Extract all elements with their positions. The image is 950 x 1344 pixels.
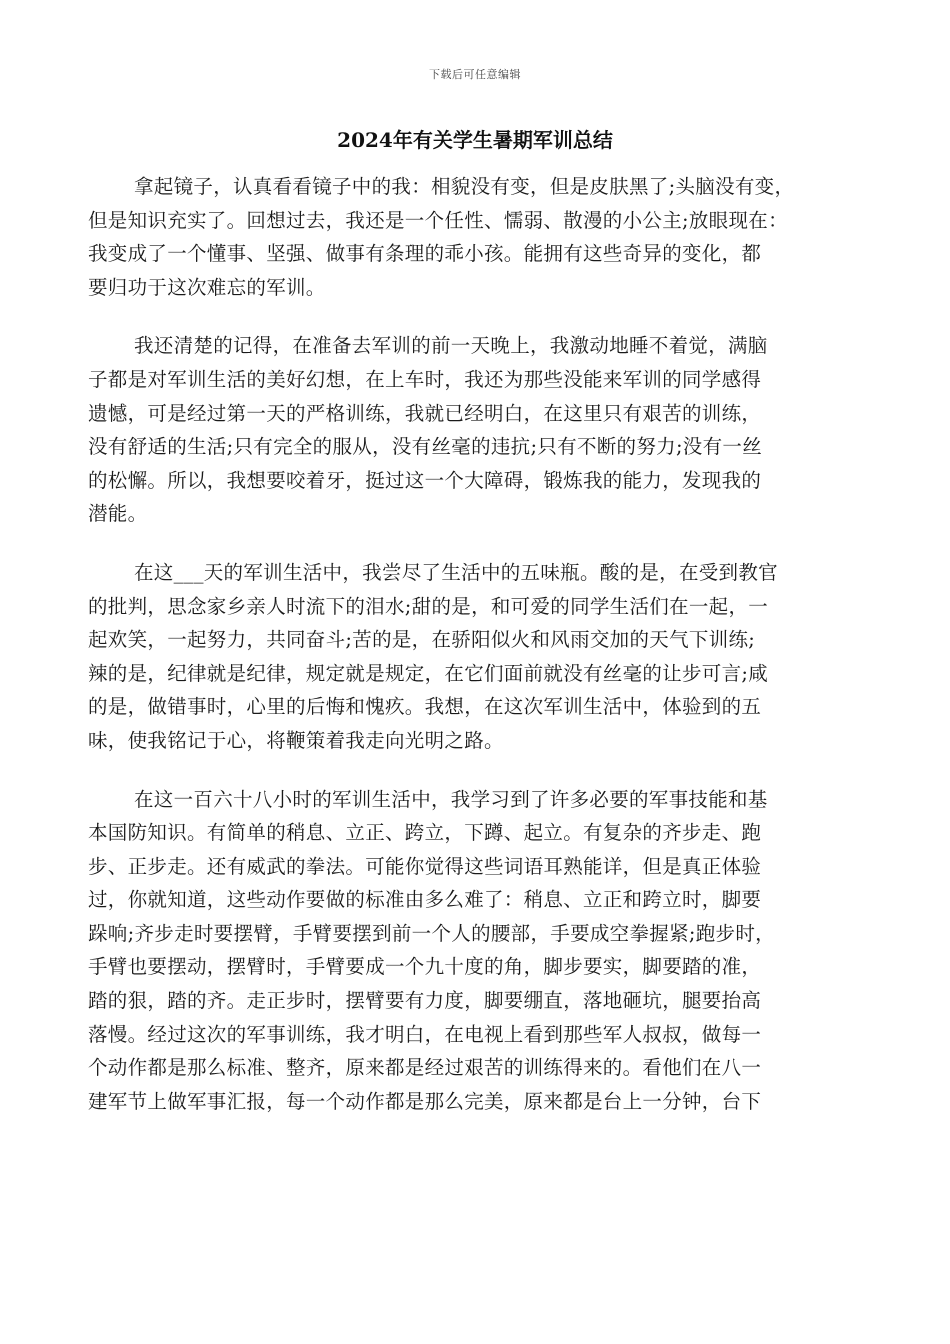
text-line: 个动作都是那么标准、整齐，原来都是经过艰苦的训练得来的。看他们在八一 (88, 1056, 762, 1080)
text-line: 要归功于这次难忘的军训。 (88, 275, 326, 299)
text-line: 本国防知识。有简单的稍息、立正、跨立，下蹲、起立。有复杂的齐步走、跑 (88, 821, 762, 845)
text-line: 手臂也要摆动，摆臂时，手臂要成一个九十度的角，脚步要实，脚要踏的准， (88, 955, 762, 979)
text-line: 的批判，思念家乡亲人时流下的泪水;甜的是，和可爱的同学生活们在一起，一 (88, 594, 769, 618)
text-line: 跺响;齐步走时要摆臂，手臂要摆到前一个人的腰部，手要成空拳握紧;跑步时， (88, 921, 775, 945)
text-line: 子都是对军训生活的美好幻想，在上车时，我还为那些没能来军训的同学感得 (88, 367, 762, 391)
text-line: 过，你就知道，这些动作要做的标准由多么难了：稍息、立正和跨立时，脚要 (88, 888, 762, 912)
text-line: 但是知识充实了。回想过去，我还是一个任性、懦弱、散漫的小公主;放眼现在： (88, 208, 788, 232)
text-line: 建军节上做军事汇报，每一个动作都是那么完美，原来都是台上一分钟，台下 (88, 1089, 762, 1113)
text-line: 的松懈。所以，我想要咬着牙，挺过这一个大障碍，锻炼我的能力，发现我的 (88, 468, 762, 492)
header-note: 下载后可任意编辑 (429, 68, 521, 81)
text-line: 步、正步走。还有威武的拳法。可能你觉得这些词语耳熟能详，但是真正体验 (88, 854, 762, 878)
text-line: 潜能。 (88, 502, 148, 526)
text-line: 我变成了一个懂事、坚强、做事有条理的乖小孩。能拥有这些奇异的变化，都 (88, 242, 762, 266)
paragraph (88, 783, 862, 1119)
text-line: 的是，做错事时，心里的后悔和愧疚。我想，在这次军训生活中，体验到的五 (88, 695, 762, 719)
text-line: 在这___天的军训生活中，我尝尽了生活中的五味瓶。酸的是，在受到教官 (134, 560, 778, 584)
paragraph (88, 329, 862, 531)
document-body (88, 170, 862, 1143)
text-line: 拿起镜子，认真看看镜子中的我：相貌没有变，但是皮肤黑了;头脑没有变， (134, 175, 795, 198)
text-line: 遗憾，可是经过第一天的严格训练，我就已经明白，在这里只有艰苦的训练， (88, 401, 762, 425)
text-line: 味，使我铭记于心，将鞭策着我走向光明之路。 (88, 728, 504, 752)
document-title: 2024年有关学生暑期军训总结 (337, 128, 613, 152)
text-line: 踏的狠，踏的齐。走正步时，摆臂要有力度，脚要绷直，落地砸坑，腿要抬高 (88, 989, 762, 1013)
text-line: 没有舒适的生活;只有完全的服从，没有丝毫的违抗;只有不断的努力;没有一丝 (88, 435, 763, 459)
text-line: 我还清楚的记得，在准备去军训的前一天晚上，我激动地睡不着觉，满脑 (134, 334, 768, 358)
text-line: 起欢笑，一起努力，共同奋斗;苦的是，在骄阳似火和风雨交加的天气下训练; (88, 628, 756, 652)
text-line: 辣的是，纪律就是纪律，规定就是规定，在它们面前就没有丝毫的让步可言;咸 (88, 661, 769, 685)
paragraph (88, 170, 862, 304)
text-line: 落慢。经过这次的军事训练，我才明白，在电视上看到那些军人叔叔，做每一 (88, 1022, 762, 1046)
paragraph (88, 556, 862, 758)
text-line: 在这一百六十八小时的军训生活中，我学习到了许多必要的军事技能和基 (134, 787, 768, 811)
